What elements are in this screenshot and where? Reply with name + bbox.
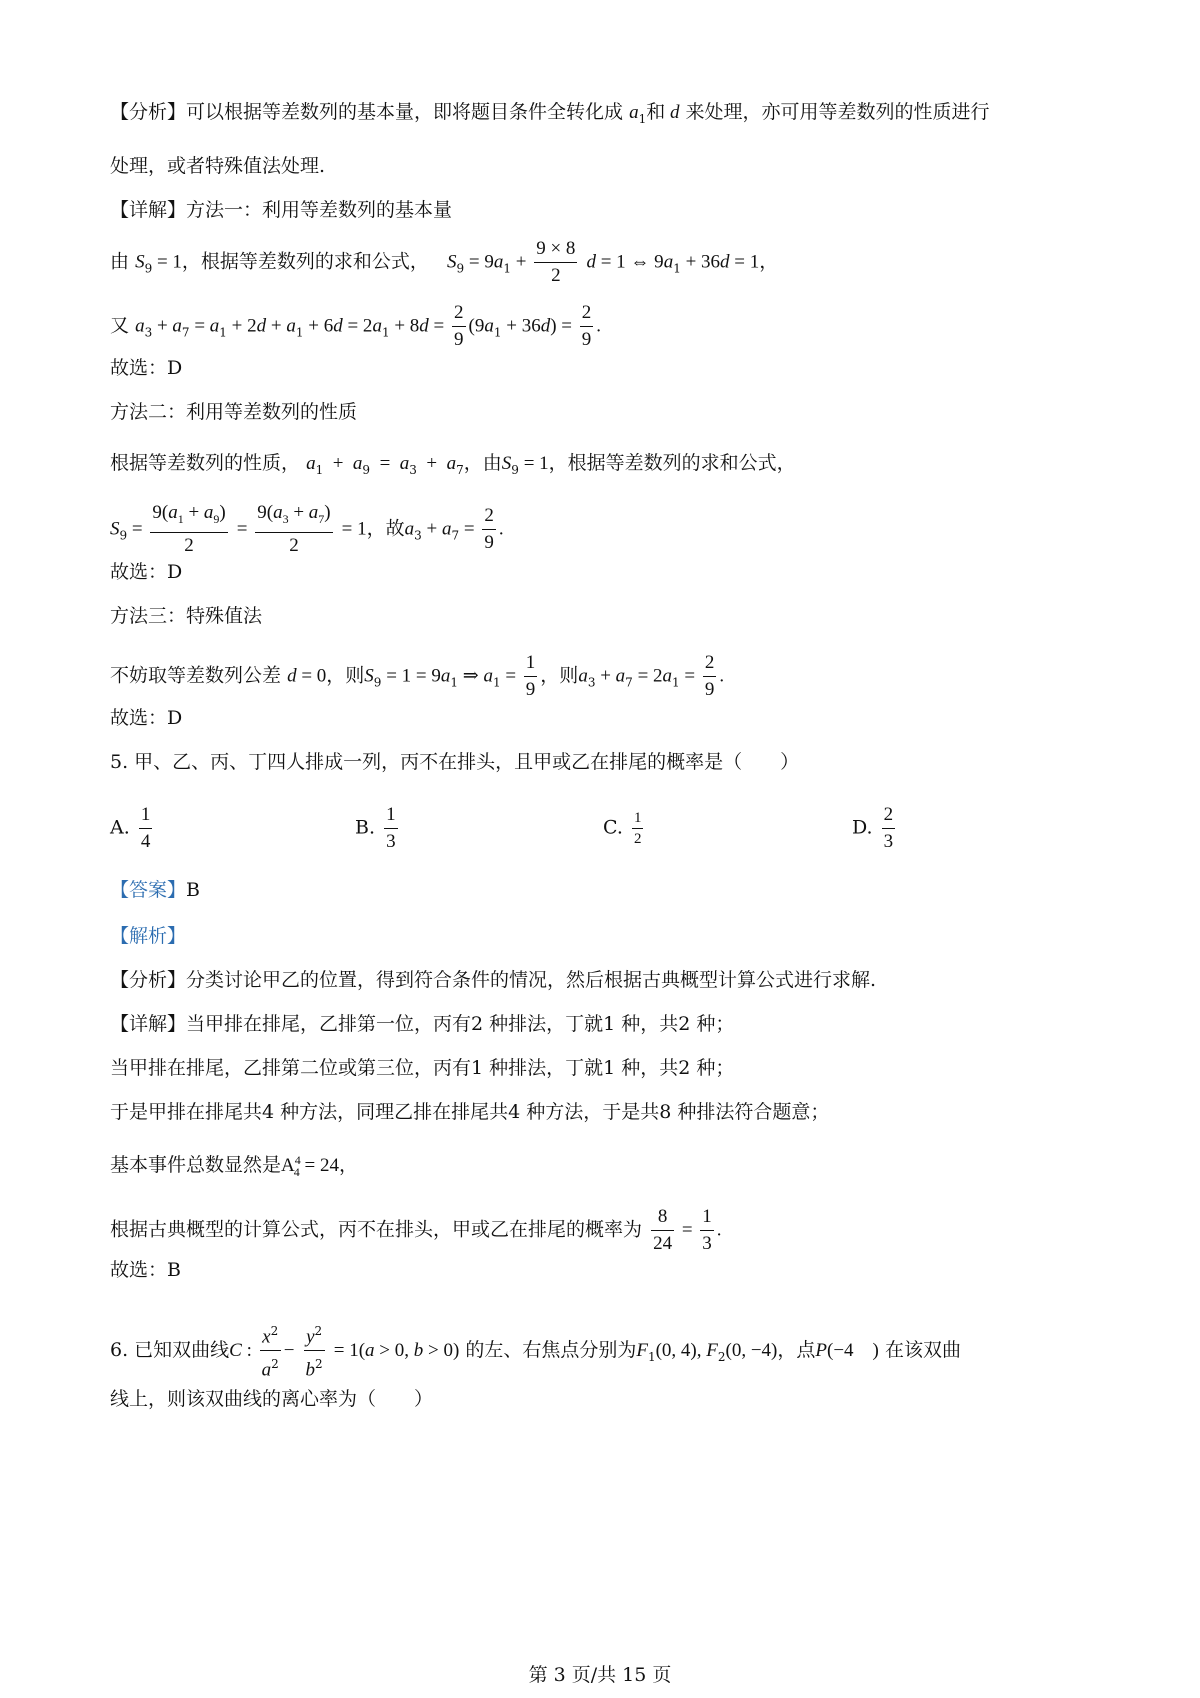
page-footer: 第 3 页/共 15 页 xyxy=(528,1664,672,1686)
method1-title: 【详解】方法一：利用等差数列的基本量 xyxy=(110,199,453,221)
analysis-line-2: 处理，或者特殊值法处理. xyxy=(110,155,326,177)
q6-stem-line-1: 6. 已知双曲线C : $\frac{x^2}{a^2}$ − $\frac{y^2}{b^2}$ = 1(a > 0, b > 0) 的左、右焦点分别为$F_1(0$, 4), $F_2(0$, −4)，点P(−4 ) 在该双曲 xyxy=(110,1318,961,1384)
analysis-line-1: 【分析】可以根据等差数列的基本量，即将题目条件全转化成 $a_1$和 d 来处理，亦可用等差数列的性质进行 xyxy=(110,101,990,126)
q5-final: 故选：B xyxy=(110,1259,181,1281)
method2-sum: $S_9$ = $\frac{9(a_1 + a_9)}{2}$ = $\frac{9(a_3 + a_7)}{2}$ = 1，故$a_3 + a_7$ = $\frac{2}{9}$ . xyxy=(110,502,504,556)
q5-option-a[interactable]: A. $\frac{1}{4}$ xyxy=(110,804,151,852)
q5-jiexi-tag: 【解析】 xyxy=(110,925,187,947)
answer-3: 故选：D xyxy=(110,707,183,729)
answer-1: 故选：D xyxy=(110,357,183,379)
q5-option-c[interactable]: C. $\frac{1}{2}$ xyxy=(603,810,642,847)
q5-detail-1: 【详解】当甲排在排尾，乙排第一位，丙有2 种排法，丁就1 种，共2 种； xyxy=(110,1013,735,1035)
method2-property: 根据等差数列的性质， $a_1 + a_9 = a_3 + a_7$，由$S_9 = 1$，根据等差数列的求和公式， xyxy=(110,452,796,477)
q5-option-b[interactable]: B. $\frac{1}{3}$ xyxy=(355,804,396,852)
q5-detail-3: 于是甲排在排尾共4 种方法，同理乙排在排尾共4 种方法，于是共8 种排法符合题意； xyxy=(110,1101,830,1123)
q5-answer: 【答案】B xyxy=(110,879,200,901)
q5-option-d[interactable]: D. $\frac{2}{3}$ xyxy=(852,804,894,852)
answer-2: 故选：D xyxy=(110,561,183,583)
q5-detail-4: 基本事件总数显然是$A^4_4 = 24$， xyxy=(110,1153,358,1179)
method2-title: 方法二：利用等差数列的性质 xyxy=(110,401,358,423)
q6-stem-line-2: 线上，则该双曲线的离心率为（ ） xyxy=(110,1388,434,1410)
method3-special: 不妨取等差数列公差 d = 0，则$S_9 = 1 = 9a_1$ ⇒ $a_1$ = $\frac{1}{9}$ ，则$a_3 + a_7 = 2a_1$ = $\frac{2}{9}$ . xyxy=(110,652,725,700)
q5-analysis: 【分析】分类讨论甲乙的位置，得到符合条件的情况，然后根据古典概型计算公式进行求解. xyxy=(110,969,877,991)
method1-derivation: 又 $a_3 + a_7 = a_1 + 2d + a_1 + 6d = 2a_1 + 8d$ = $\frac{2}{9}$ $(9a_1 + 36d)$ = $\frac{2}{9}$ . xyxy=(110,302,601,350)
method1-sum-formula: 由 $S_9 = 1$，根据等差数列的求和公式， $S_9 = 9a_1$ + $\frac{9 \times 8}{2}$ d = 1 ⇔ $9a_1 + 36d = 1$， xyxy=(110,238,779,286)
q5-stem: 5. 甲、乙、丙、丁四人排成一列，丙不在排头，且甲或乙在排尾的概率是（ ） xyxy=(110,751,800,773)
method3-title: 方法三：特殊值法 xyxy=(110,605,263,627)
q5-detail-5: 根据古典概型的计算公式，丙不在排头，甲或乙在排尾的概率为 $\frac{8}{24}$ = $\frac{1}{3}$ . xyxy=(110,1206,722,1254)
q5-detail-2: 当甲排在排尾，乙排第二位或第三位，丙有1 种排法，丁就1 种，共2 种； xyxy=(110,1057,735,1079)
